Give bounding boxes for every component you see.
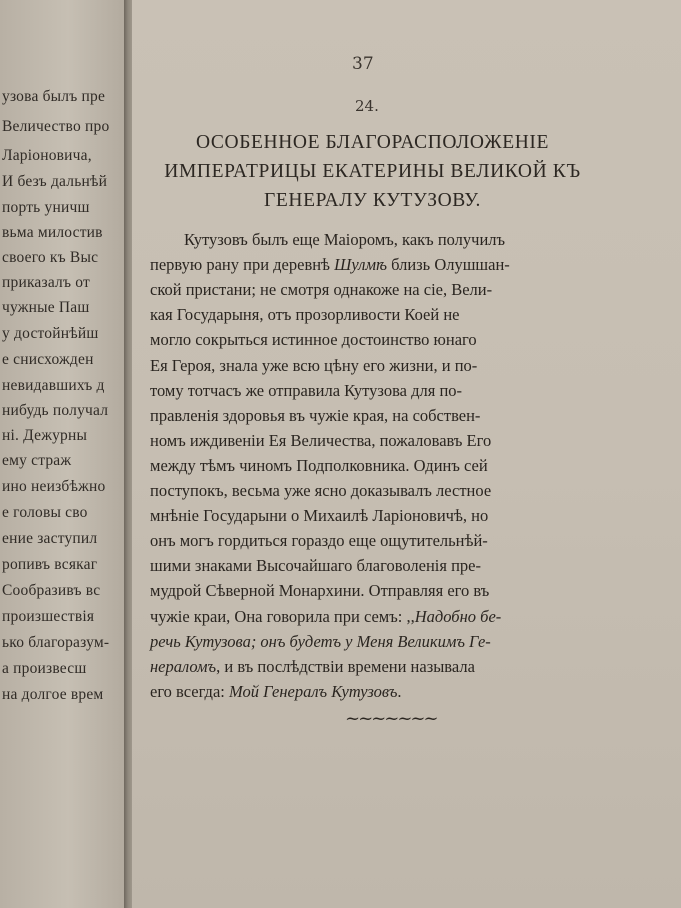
left-page-line: Ларіоновича, (2, 147, 92, 164)
left-page-line: ько благоразум- (2, 634, 110, 651)
body-text-segment: Надобно бе- (414, 606, 502, 626)
left-page-line: а произвесш (2, 660, 87, 677)
left-page-line: ино неизбѣжно (2, 478, 106, 495)
body-text-segment: мудрой Сѣверной Монархини. Отправляя его въ (150, 581, 490, 601)
body-line (150, 682, 402, 702)
body-text-segment: Ея Героя, знала уже всю цѣну его жизни, и по- (150, 355, 478, 375)
body-line (150, 406, 480, 426)
body-line (184, 230, 505, 250)
left-page-line: приказалъ от (2, 274, 90, 291)
left-page-line: ение заступил (2, 530, 98, 547)
left-page-line: ему страж (2, 452, 72, 469)
left-page-line: произшествія (2, 608, 95, 625)
left-page-line: своего къ Выс (2, 249, 99, 266)
section-number: 24. (355, 97, 379, 115)
body-line (150, 506, 488, 526)
body-text-segment: , и въ послѣдствіи времени называла (216, 656, 475, 676)
body-line (150, 607, 501, 627)
left-page-line: е головы сво (2, 504, 88, 521)
left-page-line: порть уничш (2, 199, 90, 216)
left-page-line: чужные Паш (2, 299, 90, 316)
body-line (150, 632, 491, 652)
body-line (150, 280, 492, 300)
left-page-line: вьма милостив (2, 224, 103, 241)
body-text-segment: нераломъ (150, 656, 217, 676)
body-text-segment: близь Олушшан- (386, 255, 510, 275)
body-text-segment: речь Кутузова; онъ будетъ у Меня Великимъ Ге- (150, 631, 491, 651)
body-text-segment: Мой Генералъ Кутузовъ (228, 681, 398, 701)
body-text-segment: первую рану при деревнѣ (150, 255, 335, 275)
body-line (150, 431, 491, 451)
chapter-title: ОСОБЕННОЕ БЛАГОРАСПОЛОЖЕНІЕ ИМПЕРАТРИЦЫ ЕКАТЕРИНЫ ВЕЛИКОЙ КЪ ГЕНЕРАЛУ КУТУЗОВУ. (164, 132, 581, 211)
page-number: 37 (352, 54, 374, 74)
body-text-segment: . (397, 681, 402, 701)
body-text-segment: его всегда: (150, 681, 229, 701)
left-page-line: Сообразивъ вс (2, 582, 101, 599)
body-text-segment: тому тотчасъ же отправила Кутузова для по- (150, 380, 463, 400)
body-line (150, 381, 462, 401)
body-text-segment: шими знаками Высочайшаго благоволенія пре- (150, 556, 481, 576)
body-line (150, 531, 488, 551)
body-line (150, 581, 489, 601)
body-text-segment: кая Государыня, отъ прозорливости Коей не (150, 305, 460, 325)
ornament-divider: ~~~~~~~ (345, 708, 437, 729)
left-page-line: ропивъ всякаг (2, 556, 98, 573)
body-text-segment: Кутузовъ былъ еще Маіоромъ, какъ получилъ (184, 230, 506, 249)
body-line (150, 305, 460, 325)
left-page-line: узова былъ пре (2, 88, 106, 105)
left-page (0, 0, 124, 908)
body-text-segment: правленія здоровья въ чужіе края, на собствен- (150, 405, 481, 425)
left-page-line: невидавшихъ д (2, 377, 105, 394)
left-page-line: ні. Дежурны (2, 427, 88, 444)
left-page-line: нибудь получал (2, 402, 109, 419)
body-text-segment: чужіе краи, Она говорила при семъ: ,, (150, 606, 415, 626)
body-line (150, 356, 477, 376)
body-line (150, 330, 477, 350)
left-page-line: Величество про (2, 118, 110, 135)
body-text-segment: поступокъ, весьма уже ясно доказывалъ лестное (150, 481, 492, 500)
body-line (150, 481, 491, 501)
body-line (150, 456, 488, 476)
body-line (150, 657, 475, 677)
left-page-line: е снисхожден (2, 351, 94, 368)
body-text-segment: Шулмѣ (334, 255, 387, 275)
body-text-segment: онъ могъ гордиться гораздо еще ощутительнѣй- (150, 531, 488, 551)
left-page-line: И безъ дальнѣй (2, 173, 108, 190)
body-text-segment: могло сокрыться истинное достоинство юнаго (150, 330, 477, 350)
body-text-segment: между тѣмъ чиномъ Подполковника. Одинъ сей (150, 455, 488, 475)
body-line (150, 556, 481, 576)
body-line (150, 255, 510, 275)
body-text-segment: мнѣніе Государыни о Михаилѣ Ларіоновичѣ, но (150, 506, 489, 526)
body-text-segment: ской пристани; не смотря однакоже на сіе, Вели- (150, 280, 493, 300)
body-text-segment: номъ иждивеніи Ея Величества, пожаловавъ Его (150, 430, 492, 450)
left-page-line: на долгое врем (2, 686, 104, 703)
left-page-line: у достойнѣйш (2, 325, 99, 342)
